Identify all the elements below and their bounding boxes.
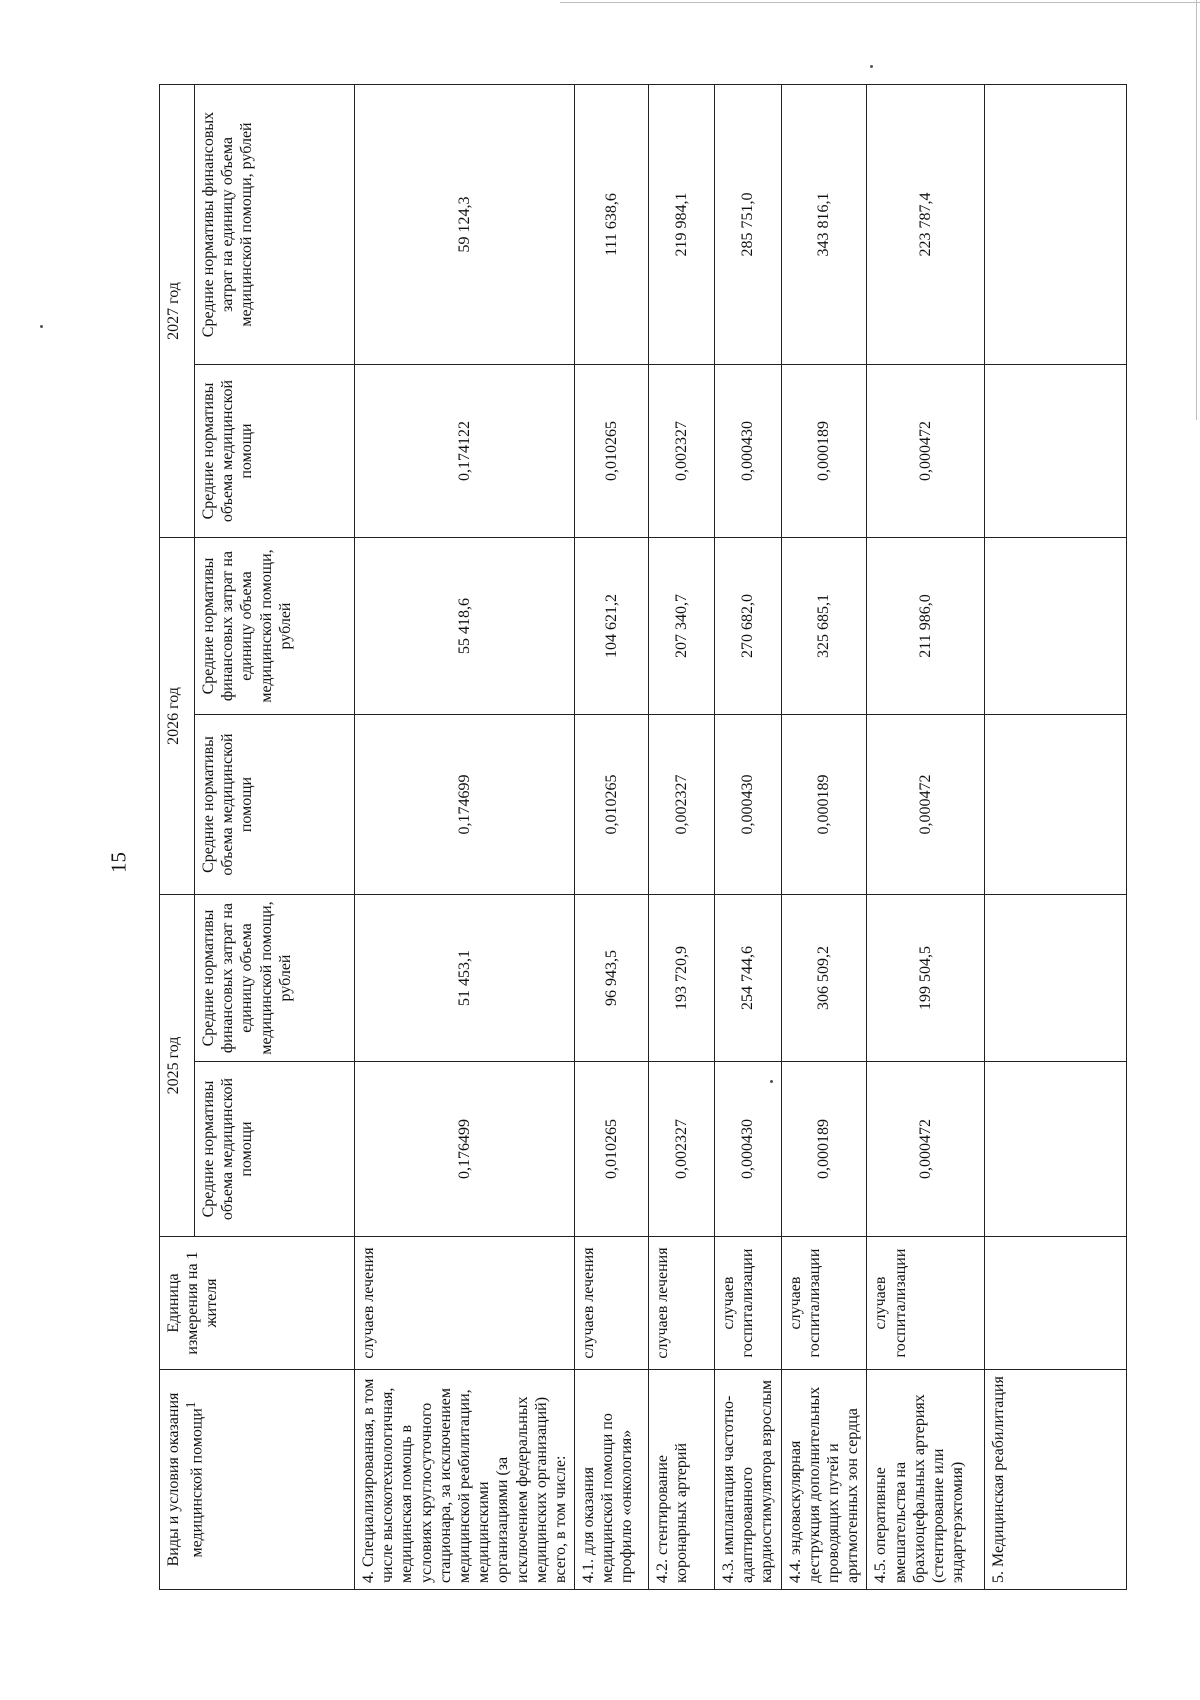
row-volume-2025: 0,000472 (867, 1062, 985, 1237)
row-cost-2025: 306 509,2 (781, 895, 867, 1062)
row-cost-2025: 51 453,1 (355, 895, 575, 1062)
row-cost-2026: 104 621,2 (575, 538, 649, 715)
header-cost-2026: Средние нормативы финансовых затрат на единицу объема медицинской помощи, рублей (195, 538, 355, 715)
header-cost-2027: Средние нормативы финансовых затрат на единицу объема медицинской помощи, рублей (195, 85, 355, 365)
row-volume-2025: 0,002327 (649, 1062, 715, 1237)
row-kind: 5. Медицинская реабилитация (985, 1370, 1127, 1590)
row-cost-2025: 199 504,5 (867, 895, 985, 1062)
header-volume-2026: Средние нормативы объема медицинской помощи (195, 715, 355, 895)
row-cost-2026: 211 986,0 (867, 538, 985, 715)
table-row (575, 85, 649, 1590)
row-volume-2025: 0,010265 (575, 1062, 649, 1237)
row-unit: случаев лечения (355, 1237, 575, 1370)
row-cost-2025 (985, 895, 1127, 1062)
table-row (649, 85, 715, 1590)
header-year-2025: 2025 год (160, 895, 195, 1237)
row-volume-2025: 0,176499 (355, 1062, 575, 1237)
row-kind: 4. Специализированная, в том числе высокотехнологичная, медицинская помощь в условиях круглосуточного стационара, за исключением медицинской реабилитации, медицинскими организациями (за исключением федеральных медицинских организаций) всего, в том числе: (355, 1370, 575, 1590)
scan-speck (870, 65, 873, 68)
row-volume-2026: 0,000472 (867, 715, 985, 895)
row-kind: 4.2. стентирование коронарных артерий (649, 1370, 715, 1590)
table-row (781, 85, 867, 1590)
row-volume-2026: 0,010265 (575, 715, 649, 895)
scan-speck (40, 325, 43, 328)
row-cost-2026: 270 682,0 (715, 538, 782, 715)
row-volume-2026 (985, 715, 1127, 895)
row-cost-2026: 55 418,6 (355, 538, 575, 715)
rotated-table-container (159, 85, 1109, 1590)
standards-table (159, 84, 1127, 1590)
row-volume-2027: 0,010265 (575, 365, 649, 538)
row-volume-2027: 0,000472 (867, 365, 985, 538)
header-volume-2025: Средние нормативы объема медицинской помощи (195, 1062, 355, 1237)
row-volume-2027 (985, 365, 1127, 538)
row-cost-2027: 223 787,4 (867, 85, 985, 365)
row-cost-2025: 193 720,9 (649, 895, 715, 1062)
row-cost-2026 (985, 538, 1127, 715)
row-volume-2027: 0,174122 (355, 365, 575, 538)
header-cost-2025: Средние нормативы финансовых затрат на единицу объема медицинской помощи, рублей (195, 895, 355, 1062)
row-cost-2027 (985, 85, 1127, 365)
row-cost-2027: 343 816,1 (781, 85, 867, 365)
row-cost-2027: 219 984,1 (649, 85, 715, 365)
row-kind: 4.4. эндоваскулярная деструкция дополнительных проводящих путей и аритмогенных зон сердца (781, 1370, 867, 1590)
row-kind: 4.1. для оказания медицинской помощи по профилю «онкология» (575, 1370, 649, 1590)
row-unit: случаев лечения (575, 1237, 649, 1370)
row-cost-2027: 59 124,3 (355, 85, 575, 365)
row-volume-2026: 0,000430 (715, 715, 782, 895)
header-unit: Единица измерения на 1 жителя (160, 1237, 355, 1370)
row-volume-2025: 0,000430 (715, 1062, 782, 1237)
scan-edge-right (1196, 0, 1197, 420)
row-cost-2026: 325 685,1 (781, 538, 867, 715)
row-volume-2027: 0,000189 (781, 365, 867, 538)
row-unit (985, 1237, 1127, 1370)
row-cost-2025: 254 744,6 (715, 895, 782, 1062)
row-volume-2026: 0,002327 (649, 715, 715, 895)
page-number: 15 (106, 852, 131, 873)
row-volume-2025: 0,000189 (781, 1062, 867, 1237)
table-row (867, 85, 985, 1590)
row-cost-2027: 285 751,0 (715, 85, 782, 365)
row-cost-2026: 207 340,7 (649, 538, 715, 715)
row-volume-2026: 0,000189 (781, 715, 867, 895)
header-volume-2027: Средние нормативы объема медицинской помощи (195, 365, 355, 538)
table-row (715, 85, 782, 1590)
table-row (985, 85, 1127, 1590)
row-volume-2025 (985, 1062, 1127, 1237)
row-unit: случаев госпитализации (781, 1237, 867, 1370)
row-volume-2027: 0,002327 (649, 365, 715, 538)
row-unit: случаев госпитализации (867, 1237, 985, 1370)
header-year-2026: 2026 год (160, 538, 195, 895)
row-volume-2027: 0,000430 (715, 365, 782, 538)
row-unit: случаев госпитализации (715, 1237, 782, 1370)
header-year-2027: 2027 год (160, 85, 195, 538)
row-kind: 4.3. имплантация частотно-адаптированного кардиостимулятора взрослым (715, 1370, 782, 1590)
row-volume-2026: 0,174699 (355, 715, 575, 895)
row-kind: 4.5. оперативные вмешательства на брахиоцефальных артериях (стентирование или эндартерэктомия) (867, 1370, 985, 1590)
table-row (355, 85, 575, 1590)
scan-edge-top (560, 2, 1200, 3)
header-kind: Виды и условия оказания медицинской помощи$^1$ (160, 1370, 355, 1590)
row-cost-2025: 96 943,5 (575, 895, 649, 1062)
row-unit: случаев лечения (649, 1237, 715, 1370)
row-cost-2027: 111 638,6 (575, 85, 649, 365)
